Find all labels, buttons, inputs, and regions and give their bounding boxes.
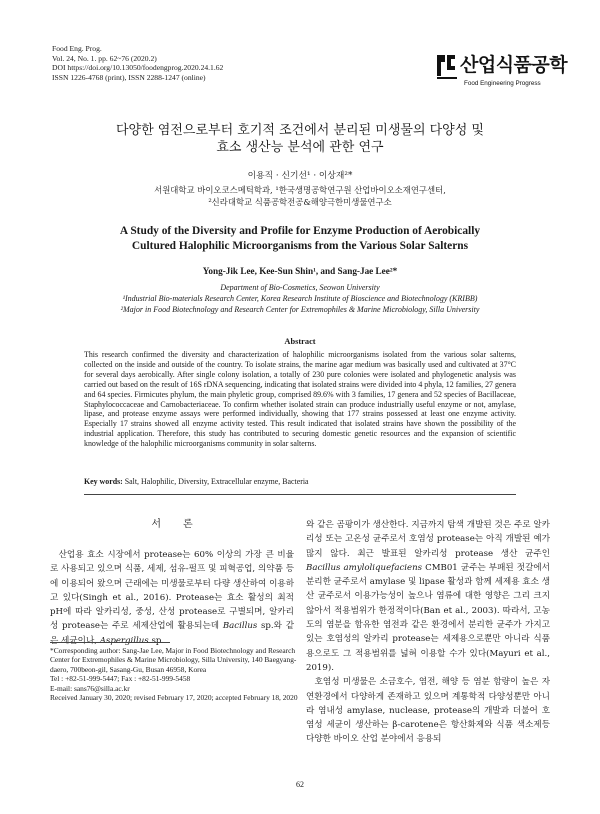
- english-title-line-2: Cultured Halophilic Microorganisms from the Various Solar Salterns: [131, 240, 469, 252]
- korean-affiliations: [40, 184, 560, 208]
- english-affiliation-line-3: ²Major in Food Biotechnology and Research Center for Extremophiles & Marine Microbiology, Silla University: [120, 305, 480, 314]
- body-paragraph: 산업용 효소 시장에서 protease는 60% 이상의 가장 큰 비율로 사용되고 있으며 식품, 세제, 섬유-펄프 및 피혁공업, 의약품 등에 이용되어 왔으며 근래에는 미생물로부터 다량 생산하여 이용하고 있다(Singh et al., 2016). Protease는 효소 활성의 최적 pH에 따라 알카리성, 중성, 산성 protease로 구별되며, 알카리성 protease는 주로 세제산업에 활용되는데 Bacillus sp.와 같은 세균이나, Aspergillus sp.: [50, 550, 294, 646]
- footnote-corresponding: *Corresponding author: Sang-Jae Lee, Major in Food Biotechnology and Research Center for Extremophiles & Marine Microbiology, Silla University, 140 Baegyang-daero, 700beon-gil, Sasang-Gu, Busan 46958, Korea: [50, 646, 297, 674]
- footnote-tel-fax: Tel : +82-51-999-5447; Fax : +82-51-999-5458: [50, 674, 191, 684]
- korean-title: [40, 122, 560, 156]
- journal-volume: Vol. 24, No. 1. pp. 62~76 (2020.2): [52, 53, 157, 63]
- journal-issn: ISSN 1226-4768 (print), ISSN 2288-1247 (online): [52, 72, 206, 82]
- english-affiliations: [40, 282, 560, 315]
- korean-authors: 이용직 · 신기선¹ · 이상재²*: [247, 171, 353, 181]
- journal-doi: DOI https://doi.org/10.13050/foodengprog.2020.24.1.62: [52, 63, 224, 73]
- journal-logo-icon: [434, 52, 460, 80]
- body-left-column: [50, 518, 294, 648]
- footnote-received: Received January 30, 2020; revised February 17, 2020; accepted February 18, 2020: [50, 693, 298, 703]
- journal-name: Food Eng. Prog.: [52, 44, 102, 53]
- english-title-line-1: A Study of the Diversity and Profile for Enzyme Production of Aerobically: [119, 225, 481, 237]
- journal-logo: [434, 50, 568, 96]
- body-paragraph: 호염성 미생물은 소금호수, 염전, 해양 등 염분 함량이 높은 자연환경에서 다양하게 존재하고 있으며 계통학적 다양성뿐만 아니라 염내성 amylase, nuclease, protease의 개발과 더불어 호염성 세균이 생산하는 β-carotene은 항산화제와 식품 색소제등 다양한 바이오 산업 분야에서 응용되: [306, 677, 550, 745]
- body-right-column: [306, 518, 550, 747]
- english-title: [40, 224, 560, 254]
- keywords: [84, 477, 516, 486]
- abstract-text: This research confirmed the diversity and characterization of halophilic microorganisms isolated from the various solar salterns, collected on the inside and outside of the country. To isolate strains, the marine agar medium was basically used and cultivated at 37°C for several days aerobically. After single colony isolation, a totally of 230 pure colonies were isolated and phylogenetic analysis was carried out based on the result of 16S rDNA sequencing, indicating that isolated strains were divided into 4 phyla, 12 families, 27 genera and 64 species. Firmicutes phylum, the main phyletic group, comprised 89.6% with 3 families, 17 genera and 52 species of Bacillaceae, Staphylococcaceae and Carnobacteriaceae. To confirm whether isolated strain can produce industrially useful enzyme or not, amylase, lipase, and protease enzyme assays were performed individually, showing that 177 strains possessed at least one enzyme activity. Especially 17 strains showed all enzyme activity tested. This result indicated that isolated strains have shown the possibility of the industrial application. Therefore, this study has contributed to securing domestic genetic resources and the expansion of scientific knowledge of the halophilic microorganisms community in solar salterns.: [84, 350, 516, 449]
- footnote-email: E-mail: sans76@silla.ac.kr: [50, 683, 130, 693]
- footnote-divider: [50, 642, 170, 643]
- journal-logo-subtitle: Food Engineering Progress: [464, 80, 541, 87]
- korean-affiliation-line-1: 서원대학교 바이오코스메틱학과, ¹한국생명공학연구원 산업바이오소재연구센터,: [154, 185, 446, 195]
- abstract-divider: [84, 494, 516, 495]
- corresponding-author-footnote: [50, 646, 300, 702]
- korean-title-line-1: 다양한 염전으로부터 호기적 조건에서 분리된 미생물의 다양성 및: [116, 123, 484, 138]
- section-title: 서론: [151, 519, 215, 530]
- journal-logo-title: 산업식품공학: [460, 54, 568, 76]
- korean-title-line-2: 효소 생산능 분석에 관한 연구: [216, 140, 384, 155]
- english-affiliation-line-2: ¹Industrial Bio-materials Research Center, Korea Research Institute of Bioscience and Biotechnology (KRIBB): [122, 294, 478, 303]
- page-number: 62: [296, 780, 304, 789]
- keywords-list: Salt, Halophilic, Diversity, Extracellular enzyme, Bacteria: [124, 477, 309, 486]
- korean-affiliation-line-2: ²신라대학교 식품공학전공&해양극한미생물연구소: [208, 197, 392, 207]
- english-affiliation-line-1: Department of Bio-Cosmetics, Seowon University: [220, 283, 380, 292]
- abstract-heading: Abstract: [284, 337, 316, 346]
- journal-meta: [52, 44, 223, 82]
- english-authors: Yong-Jik Lee, Kee-Sun Shin¹, and Sang-Jae Lee²*: [202, 266, 398, 276]
- body-paragraph: 와 같은 곰팡이가 생산한다. 지금까지 탐색 개발된 것은 주로 알카리성 또는 고온성 균주로서 호염성 protease는 아직 개발된 예가 많지 않다. 최근 발표된 알카리성 protease 생산 균주인 Bacillus amyloliquefaciens CMB01 균주는 부패된 젓갈에서 분리한 균주로서 amylase 및 lipase 활성과 함께 세제용 효소 생산 균주로서 이용가능성이 높으나 염류에 대한 영향은 그리 크지 않아서 적용범위가 한정적이다(Ban et al., 2003). 따라서, 고농도의 염분을 함유한 염전과 같은 환경에서 분리한 균주가 가지고 있는 호염성의 알카리 protease는 세제용으로뿐만 아니라 식품용으로도 그 적용범위를 넓혀 이용할 수가 있다(Mayuri et al., 2019).: [306, 520, 550, 673]
- keywords-label: Key words:: [84, 477, 123, 486]
